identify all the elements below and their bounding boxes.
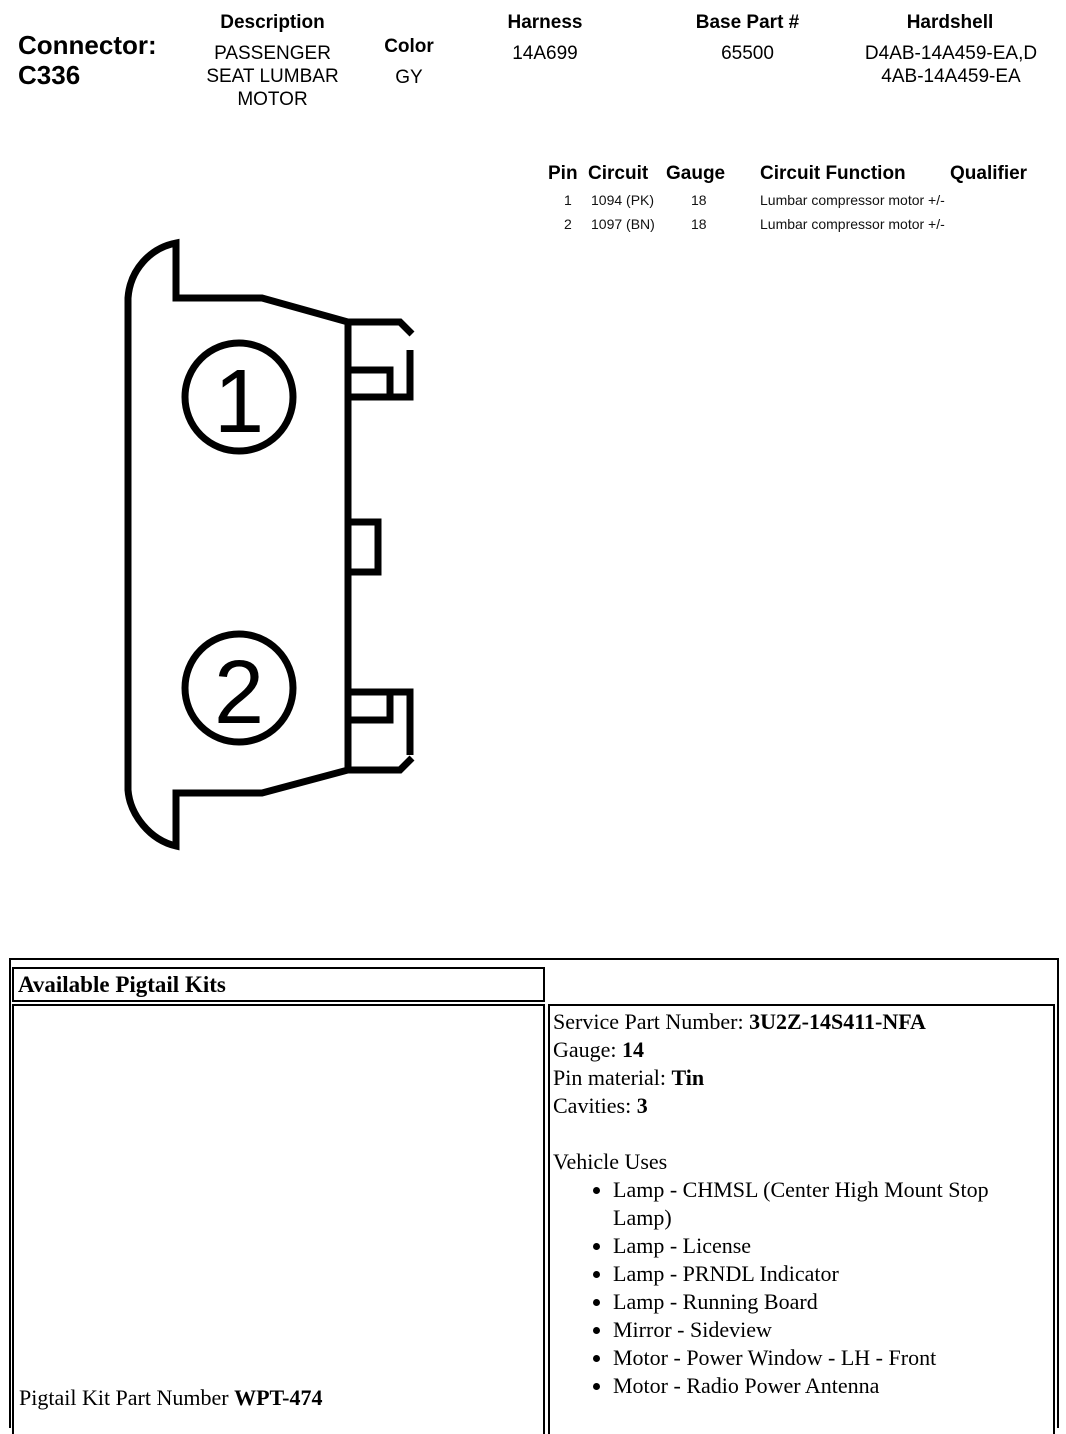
connector-diagram [0,0,520,880]
function-cell: Lumbar compressor motor +/- [760,192,945,208]
gauge-cell: 18 [691,216,707,232]
list-item: • Lamp - Running Board [613,1288,1051,1316]
service-part-label: Service Part Number: [553,1009,750,1034]
list-item: • Lamp - License [613,1232,1051,1260]
col-gauge: Gauge [666,163,726,184]
cavities-label: Cavities: [553,1093,637,1118]
gauge-label: Gauge: [553,1037,623,1062]
gauge-value: 14 [622,1037,645,1062]
cavities-line [553,1092,1051,1120]
pin-material-label: Pin material: [553,1065,672,1090]
list-item: • Motor - Power Window - LH - Front [613,1344,1051,1372]
pin-table-header [548,160,1040,188]
pin-material-line [553,1064,1051,1092]
pigtail-details-cell [548,1004,1055,1434]
base-part-label: Base Part # [695,12,800,33]
base-part-value: 65500 [721,43,774,64]
bottom-latch [348,692,412,770]
center-key [348,522,378,572]
qualifier-cell [950,188,1040,212]
col-circuit-function: Circuit Function [760,163,906,184]
cavities-value: 3 [636,1093,648,1118]
gauge-cell: 18 [691,192,707,208]
list-item: • Motor - Radio Power Antenna [613,1372,1051,1400]
pin-1-label: 1 [213,352,265,452]
hardshell-label: Hardshell [906,12,994,33]
kit-number-label: Pigtail Kit Part Number [19,1385,235,1410]
table-row [548,212,1040,236]
hardshell-value: D4AB-14A459-EA,D4AB-14A459-EA [864,43,1038,87]
pin-cell: 2 [564,216,572,232]
circuit-cell: 1094 (PK) [591,192,655,208]
pin-2-label: 2 [213,643,265,743]
col-pin: Pin [548,163,578,184]
list-item: • Lamp - PRNDL Indicator [613,1260,1051,1288]
pigtail-details [553,1008,1051,1400]
pigtail-kit-line [19,1384,323,1412]
color-value: GY [395,67,423,88]
service-part-line [553,1008,1051,1036]
vehicle-uses-label: Vehicle Uses [553,1149,668,1174]
col-qualifier: Qualifier [950,163,1028,184]
pigtail-title-cell [12,967,545,1002]
description-value: PASSENGER SEAT LUMBAR MOTOR [206,43,339,110]
pigtail-section-title: Available Pigtail Kits [18,972,226,997]
service-part-value: 3U2Z-14S411-NFA [749,1009,926,1034]
pin-table [548,160,1040,236]
circuit-cell: 1097 (BN) [591,216,655,232]
gauge-line [553,1036,1051,1064]
function-cell: Lumbar compressor motor +/- [760,216,945,232]
col-circuit: Circuit [588,163,649,184]
table-row [548,188,1040,212]
list-item: • Lamp - CHMSL (Center High Mount Stop Lamp) [613,1176,1051,1232]
harness-label: Harness [507,12,583,33]
connector-outline [128,243,348,846]
color-label: Color [384,36,434,57]
pin-material-value: Tin [671,1065,705,1090]
pin-cell: 1 [564,192,572,208]
harness-value: 14A699 [512,43,578,64]
list-item: • Mirror - Sideview [613,1316,1051,1344]
kit-number-value: WPT-474 [234,1385,323,1410]
connector-id: C336 [18,60,81,90]
description-label: Description [220,12,325,33]
vehicle-uses-list [553,1176,1051,1400]
connector-label: Connector: [18,30,157,60]
pigtail-kit-cell [12,1004,545,1434]
top-latch [348,322,412,397]
qualifier-cell [950,212,1040,236]
